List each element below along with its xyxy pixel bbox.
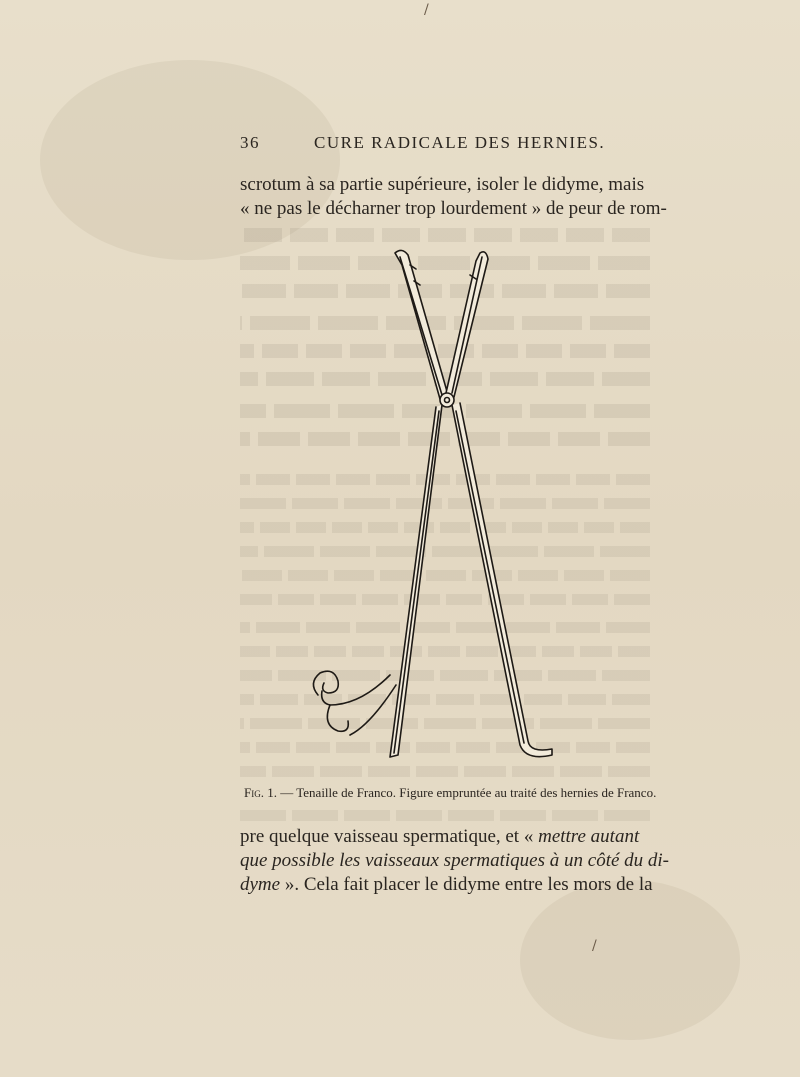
body-text-line: scrotum à sa partie supérieure, isoler le didyme, mais (240, 174, 645, 195)
italic-span: que possible les vaisseaux spermatiques à un côté du di- (240, 850, 670, 871)
figure-caption-text: — Tenaille de Franco. Figure empruntée au traité des hernies de Franco. (280, 785, 657, 800)
figure-label: Fig. 1. (244, 785, 277, 800)
running-head-title: CURE RADICALE DES HERNIES. (314, 133, 606, 152)
body-text-line: « ne pas le décharner trop lourdement » de peur de rom- (240, 198, 667, 219)
upper-jaw-left (395, 250, 448, 399)
handle-right (452, 403, 552, 757)
pencil-mark: / (424, 2, 429, 18)
handle-spring (322, 675, 390, 705)
tenaille-pincers-illustration (290, 235, 570, 780)
italic-span: mettre autant (538, 826, 640, 847)
paper-stain (520, 880, 740, 1040)
running-head (240, 133, 660, 157)
text-span: ». Cela fait placer le didyme entre les mors de la (280, 874, 653, 895)
figure-caption (244, 785, 664, 801)
page-number: 36 (240, 133, 260, 152)
body-text-line (240, 873, 653, 897)
text-span: pre quelque vaisseau spermatique, et « (240, 826, 539, 847)
body-text-line (240, 825, 650, 849)
ornament-curl (313, 671, 338, 695)
italic-span: dyme (240, 874, 281, 895)
body-text-line (240, 849, 670, 873)
pencil-mark: / (592, 938, 597, 954)
